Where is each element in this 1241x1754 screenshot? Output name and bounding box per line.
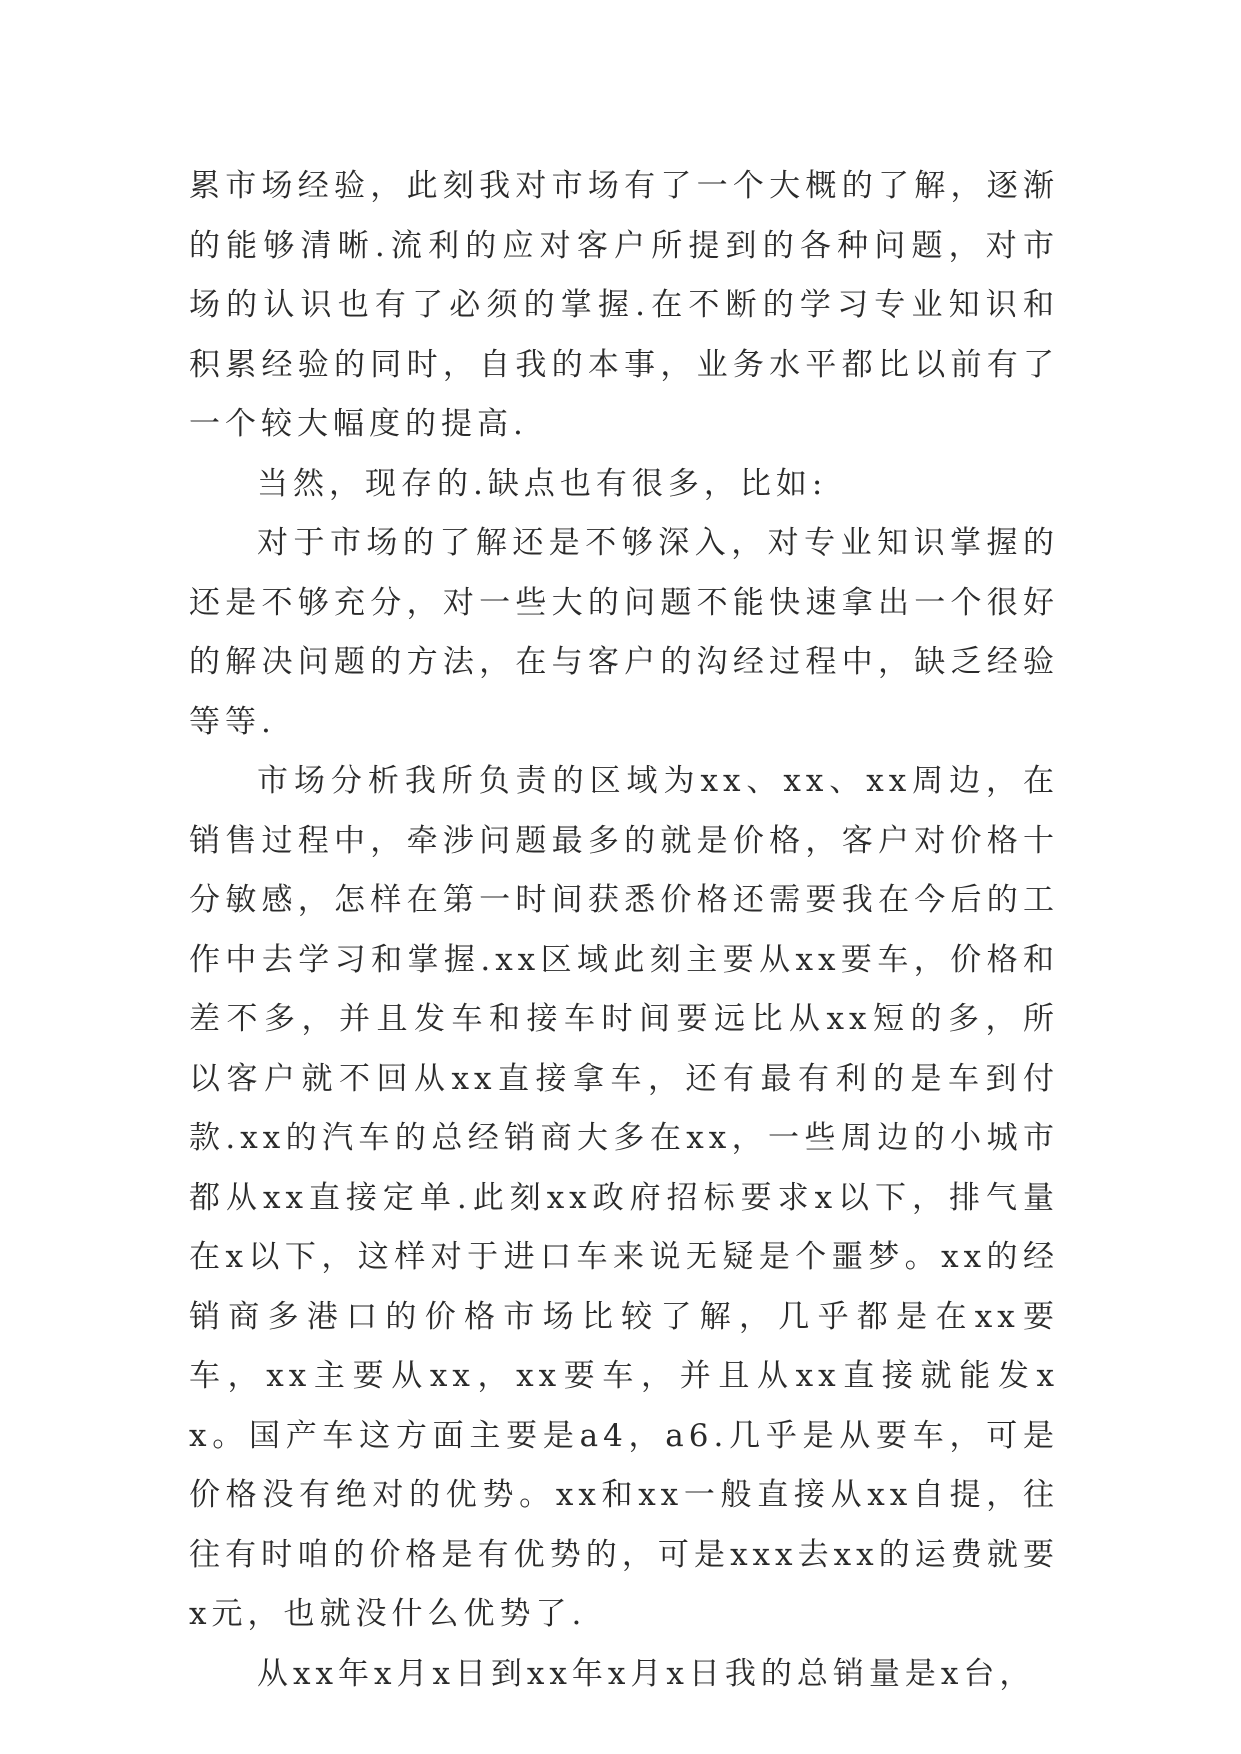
paragraph-2: 当然，现存的.缺点也有很多，比如:	[257, 465, 828, 502]
paragraph-5: 从xx年x月x日到xx年x月x日我的总销量是x台，	[257, 1655, 1036, 1692]
document-body	[189, 157, 1059, 1704]
paragraph-4: 市场分析我所负责的区域为xx、xx、xx周边，在销售过程中，牵涉问题最多的就是价格，客户对价格十分敏感，怎样在第一时间获悉价格还需要我在今后的工作中去学习和掌握.xx区域此刻主要从xx要车，价格和差不多，并且发车和接车时间要远比从xx短的多，所以客户就不回从xx直接拿车，还有最有利的是车到付款.xx的汽车的总经销商大多在xx，一些周边的小城市都从xx直接定单.此刻xx政府招标要求x以下，排气量在x以下，这样对于进口车来说无疑是个噩梦。xx的经销商多港口的价格市场比较了解，几乎都是在xx要车，xx主要从xx，xx要车，并且从xx直接就能发xx。国产车这方面主要是a4，a6.几乎是从要车，可是价格没有绝对的优势。xx和xx一般直接从xx自提，往往有时咱的价格是有优势的，可是xxx去xx的运费就要x元，也就没什么优势了.	[189, 763, 1059, 1632]
paragraph-3: 对于市场的了解还是不够深入，对专业知识掌握的还是不够充分，对一些大的问题不能快速拿出一个很好的解决问题的方法，在与客户的沟经过程中，缺乏经验等等.	[189, 525, 1059, 740]
paragraph-1: 累市场经验，此刻我对市场有了一个大概的了解，逐渐的能够清晰.流利的应对客户所提到的各种问题，对市场的认识也有了必须的掌握.在不断的学习专业知识和积累经验的同时，自我的本事，业务水平都比以前有了一个较大幅度的提高.	[189, 168, 1059, 442]
